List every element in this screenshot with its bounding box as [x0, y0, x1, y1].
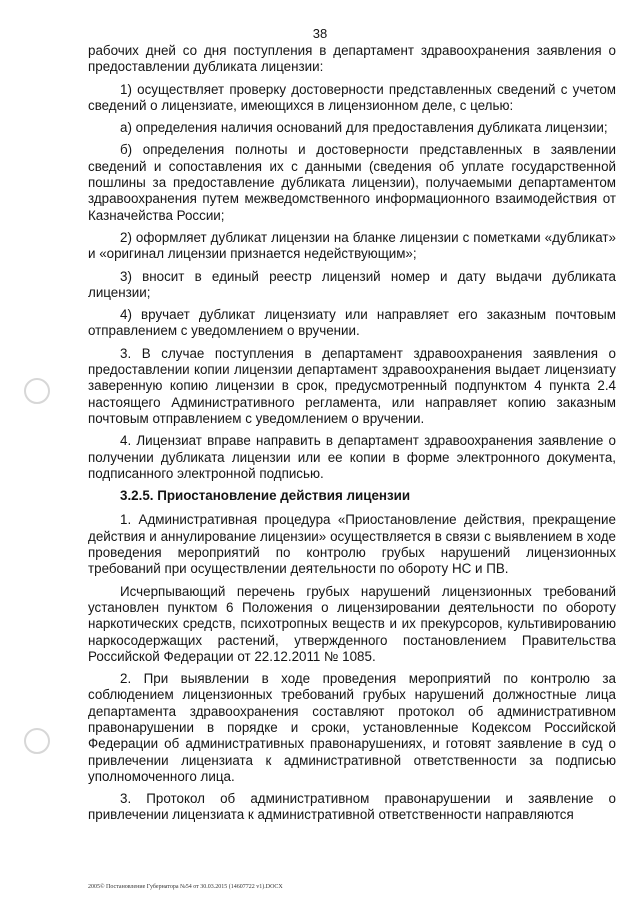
- paragraph-p-1a: а) определения наличия оснований для предоставления дубликата лицензии;: [120, 120, 608, 136]
- punch-hole-mark: [24, 378, 50, 404]
- paragraph-p-2: 2) оформляет дубликат лицензии на бланке лицензии с пометками «дубликат» и «оригинал лицензии признается недействующим»;: [88, 229, 616, 262]
- paragraph-p-1b: б) определения полноты и достоверности представленных в заявлении сведений и сопоставления их с данными (сведения об уплате государственной пошлины за предоставление дубликата лицензии), получаемыми департаментом здравоохранения путем межведомственного информационного взаимодействия от Казначейства России;: [88, 142, 616, 223]
- document-body: [88, 43, 616, 830]
- paragraph-p-3: 3) вносит в единый реестр лицензий номер и дату выдачи дубликата лицензии;: [88, 268, 616, 300]
- document-footer: 2005© Постановление Губернатора №54 от 30.03.2015 (14607722 v1).DOCX: [88, 884, 283, 890]
- punch-hole-mark: [24, 728, 50, 754]
- section-heading: 3.2.5. Приостановление действия лицензии: [120, 488, 411, 504]
- paragraph-p-s3: 3. Протокол об административном правонарушении и заявление о привлечении лицензиата к административной ответственности направляются: [88, 791, 616, 823]
- paragraph-p-s1b: Исчерпывающий перечень грубых нарушений лицензионных требований установлен пунктом 6 Положения о лицензировании деятельности по обороту наркотических средств, психотропных веществ и их прекурсоров, культивированию наркосодержащих растений, утвержденного постановлением Правительства Российской Федерации от 22.12.2011 № 1085.: [88, 583, 616, 664]
- paragraph-p-para3: 3. В случае поступления в департамент здравоохранения заявления о предоставлении копии лицензии департамент здравоохранения выдает лицензиату заверенную копию лицензии в срок, предусмотренный подпунктом 4 пункта 2.4 настоящего Административного регламента, или направляет копию заказным почтовым отправлением с уведомлением о вручении.: [88, 345, 616, 426]
- page-number: 38: [312, 26, 328, 41]
- paragraph-p-s1: 1. Административная процедура «Приостановление действия, прекращение действия и аннулирование лицензии» осуществляется в связи с выявлением в ходе проведения мероприятий по контролю грубых нарушений лицензионных требований при осуществлении деятельности по обороту НС и ПВ.: [88, 512, 616, 577]
- paragraph-p-para4: 4. Лицензиат вправе направить в департамент здравоохранения заявление о получении дубликата лицензии или ее копии в форме электронного документа, подписанного электронной подписью.: [88, 433, 616, 481]
- paragraph-p-1: 1) осуществляет проверку достоверности представленных сведений с учетом сведений о лицензиате, имеющихся в лицензионном деле, с целью:: [88, 81, 616, 113]
- paragraph-p-4: 4) вручает дубликат лицензиату или направляет его заказным почтовым отправлением с уведомлением о вручении.: [88, 307, 616, 339]
- paragraph-p-intro: рабочих дней со дня поступления в департамент здравоохранения заявления о предоставлении дубликата лицензии:: [88, 43, 616, 75]
- paragraph-p-s2: 2. При выявлении в ходе проведения мероприятий по контролю за соблюдением лицензионных требований грубых нарушений должностные лица департамента здравоохранения составляют протокол об административном правонарушении в порядке и сроки, установленные Кодексом Российской Федерации об административных правонарушениях, и готовят заявление в суд о привлечении лицензиата к административной ответственности за подписью уполномоченного лица.: [88, 671, 616, 784]
